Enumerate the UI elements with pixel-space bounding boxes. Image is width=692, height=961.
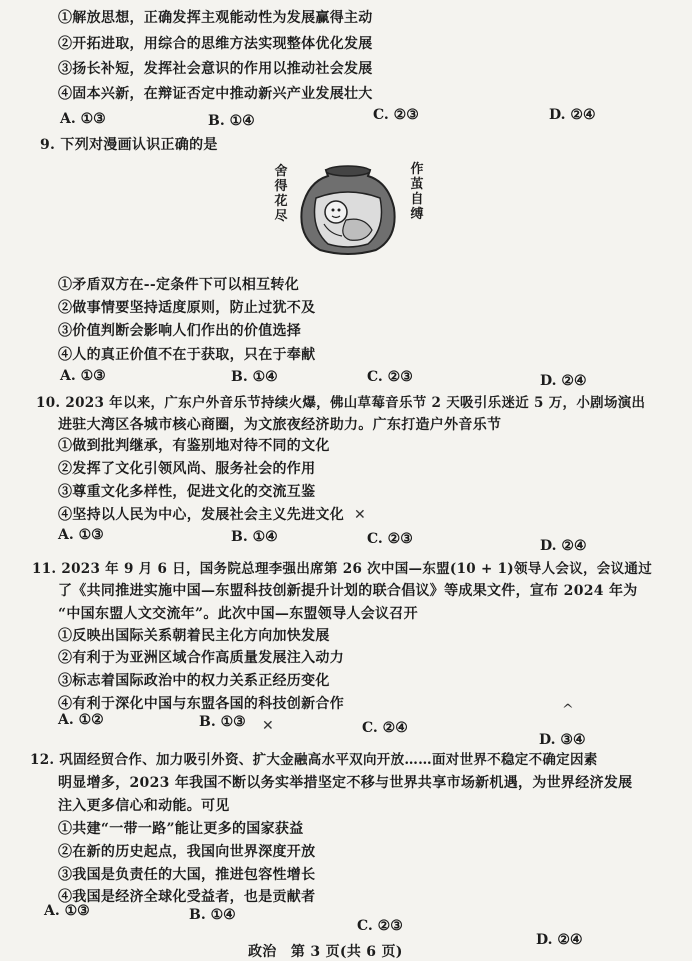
jar-illustration	[268, 158, 428, 258]
q10-stem-line-1: 10. 2023 年以来，广东户外音乐节持续火爆，佛山草莓音乐节 2 天吸引乐迷近 5 万，小剧场演出	[36, 395, 646, 411]
cartoon	[268, 158, 428, 258]
q9-item-3: ③价值判断会影响人们作出的价值选择	[58, 323, 302, 339]
q12-option-b: B. ①④	[189, 907, 236, 923]
q12-item-1: ①共建“一带一路”能让更多的国家获益	[58, 821, 304, 837]
q9-item-2: ②做事情要坚持适度原则，防止过犹不及	[58, 300, 316, 316]
q8-item-4: ④固本兴新，在辩证否定中推动新兴产业发展壮大	[58, 86, 373, 102]
q10-option-c: C. ②③	[367, 531, 413, 547]
q10-item-1: ①做到批判继承，有鉴别地对待不同的文化	[58, 438, 330, 454]
q9-option-d: D. ②④	[540, 373, 587, 389]
q12-stem-line-1: 12. 巩固经贸合作、加力吸引外资、扩大金融高水平双向开放……面对世界不稳定不确定因素	[30, 752, 598, 768]
q11-option-b: B. ①③	[199, 714, 246, 730]
q10-option-d: D. ②④	[540, 538, 587, 554]
q8-option-b: B. ①④	[208, 113, 255, 129]
q10-stem-line-2: 进驻大湾区各城市核心商圈，为文旅夜经济助力。广东打造户外音乐节	[58, 417, 502, 433]
q10-item-4: ④坚持以人民为中心，发展社会主义先进文化	[58, 507, 344, 523]
pencil-mark: ✕	[354, 507, 366, 523]
q8-item-1: ①解放思想，正确发挥主观能动性为发展赢得主动	[58, 10, 373, 26]
q8-option-d: D. ②④	[549, 107, 596, 123]
q9-item-4: ④人的真正价值不在于获取，只在于奉献	[58, 347, 316, 363]
q10-option-b: B. ①④	[231, 529, 278, 545]
q11-item-1: ①反映出国际关系朝着民主化方向加快发展	[58, 628, 330, 644]
q11-option-a: A. ①②	[58, 712, 104, 728]
q10-option-a: A. ①③	[58, 527, 104, 543]
q11-stem-line-3: “中国东盟人文交流年”。此次中国—东盟领导人会议召开	[58, 606, 418, 622]
q8-option-c: C. ②③	[373, 107, 419, 123]
q11-stem-line-2: 了《共同推进实施中国—东盟科技创新提升计划的联合倡议》等成果文件，宣布 2024 年为	[58, 583, 638, 599]
q11-stem-line-1: 11. 2023 年 9 月 6 日，国务院总理李强出席第 26 次中国—东盟(10 + 1)领导人会议，会议通过	[32, 561, 652, 577]
q9-option-a: A. ①③	[60, 368, 106, 384]
q11-option-d: D. ③④	[539, 732, 586, 748]
q8-option-a: A. ①③	[60, 111, 106, 127]
q11-item-3: ③标志着国际政治中的权力关系正经历变化	[58, 673, 330, 689]
q8-item-2: ②开拓进取，用综合的思维方法实现整体优化发展	[58, 36, 373, 52]
q10-item-2: ②发挥了文化引领风尚、服务社会的作用	[58, 461, 316, 477]
q9-stem: 9. 下列对漫画认识正确的是	[40, 137, 218, 153]
q12-item-3: ③我国是负责任的大国，推进包容性增长	[58, 867, 316, 883]
q9-option-c: C. ②③	[367, 369, 413, 385]
cartoon-left-caption: 舍得花尽	[274, 164, 288, 224]
q12-option-a: A. ①③	[44, 903, 90, 919]
q10-item-3: ③尊重文化多样性，促进文化的交流互鉴	[58, 484, 316, 500]
q12-option-d: D. ②④	[536, 932, 583, 948]
q12-item-2: ②在新的历史起点，我国向世界深度开放	[58, 844, 316, 860]
q11-item-4: ④有利于深化中国与东盟各国的科技创新合作	[58, 696, 344, 712]
pencil-mark: ✕	[262, 718, 274, 734]
cartoon-right-caption: 作茧自缚	[410, 162, 424, 222]
q12-item-4: ④我国是经济全球化受益者，也是贡献者	[58, 889, 316, 905]
q9-option-b: B. ①④	[231, 369, 278, 385]
q12-stem-line-2: 明显增多，2023 年我国不断以务实举措坚定不移与世界共享市场新机遇，为世界经济发展	[58, 775, 633, 791]
q11-option-c: C. ②④	[362, 720, 408, 736]
q12-option-c: C. ②③	[357, 918, 403, 934]
q8-item-3: ③扬长补短，发挥社会意识的作用以推动社会发展	[58, 61, 373, 77]
page-footer: 政治 第 3 页(共 6 页)	[248, 944, 403, 960]
q11-item-2: ②有利于为亚洲区域合作高质量发展注入动力	[58, 650, 344, 666]
q9-item-1: ①矛盾双方在--定条件下可以相互转化	[58, 277, 300, 293]
pencil-mark: ^	[562, 702, 574, 718]
q12-stem-line-3: 注入更多信心和动能。可见	[58, 798, 230, 814]
